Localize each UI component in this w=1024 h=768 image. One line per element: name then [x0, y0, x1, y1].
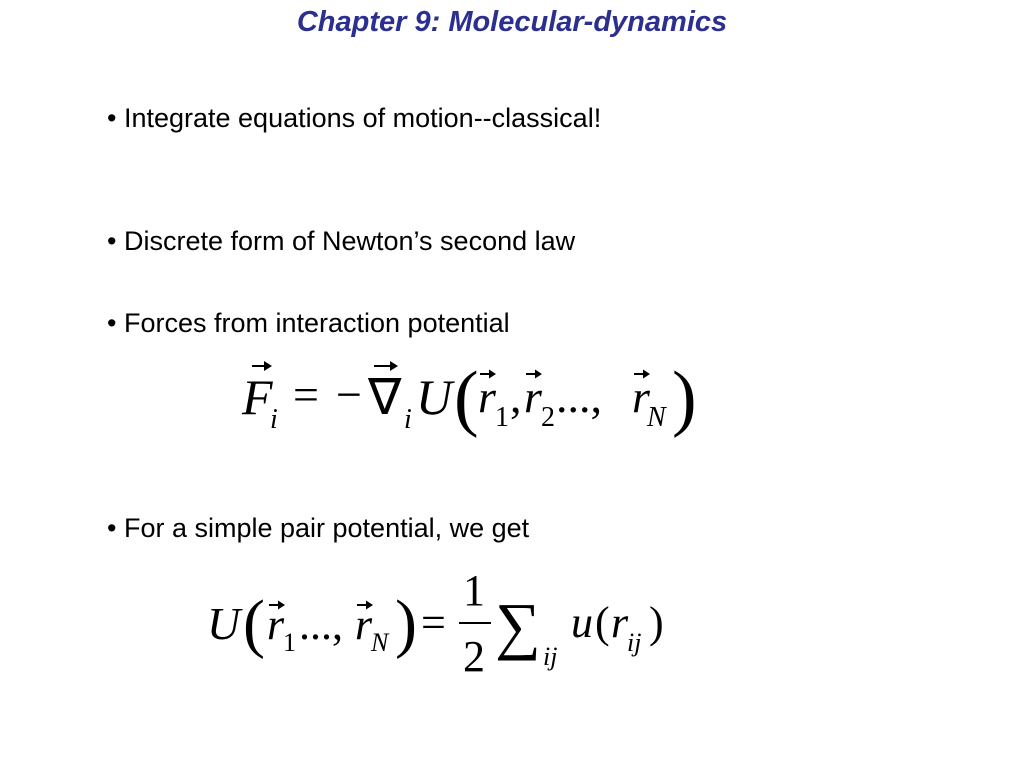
open-paren-small: (	[595, 598, 610, 647]
subscript-2: 2	[541, 402, 555, 433]
slide-title: Chapter 9: Molecular-dynamics	[296, 6, 728, 38]
open-paren: (	[243, 587, 265, 660]
close-paren: )	[395, 587, 417, 660]
comma: ,	[510, 371, 522, 422]
summation-subscript-ij: ij	[543, 642, 558, 671]
subscript-1: 1	[283, 628, 296, 657]
ellipsis: ...,	[299, 600, 343, 649]
force-equation	[236, 352, 706, 442]
bullet-pair-potential: • For a simple pair potential, we get	[107, 513, 530, 543]
equals-sign: =	[293, 369, 319, 420]
position-r1: r	[478, 371, 496, 422]
force-symbol: F	[242, 369, 273, 425]
equals-sign: =	[421, 598, 446, 647]
distance-r: r	[611, 598, 629, 647]
position-r1: r	[267, 600, 285, 649]
position-r2: r	[524, 371, 542, 422]
pair-function-u: u	[571, 598, 593, 647]
force-subscript-i: i	[270, 404, 278, 435]
subscript-N: N	[371, 628, 389, 657]
pair-potential-equation	[205, 565, 675, 685]
bullet-integrate-equations: • Integrate equations of motion--classical!	[107, 103, 602, 133]
minus-sign: −	[336, 369, 362, 420]
bullet-newton-second-law: • Discrete form of Newton’s second law	[107, 226, 576, 256]
fraction-numerator: 1	[463, 566, 485, 615]
position-rN: r	[355, 600, 373, 649]
close-paren: )	[672, 357, 697, 439]
summation-icon: ∑	[495, 590, 541, 661]
nabla-symbol: ∇	[368, 369, 402, 425]
ellipsis: ...,	[556, 371, 602, 422]
nabla-subscript-i: i	[404, 404, 412, 435]
subscript-1: 1	[495, 402, 509, 433]
open-paren: (	[454, 357, 479, 439]
position-rN: r	[632, 371, 650, 422]
close-paren-small: )	[649, 598, 664, 647]
fraction-denominator: 2	[463, 632, 485, 681]
distance-subscript-ij: ij	[627, 628, 642, 657]
subscript-N: N	[647, 402, 666, 433]
bullet-forces-potential: • Forces from interaction potential	[107, 308, 510, 338]
potential-symbol: U	[416, 369, 453, 425]
potential-symbol: U	[207, 598, 241, 649]
